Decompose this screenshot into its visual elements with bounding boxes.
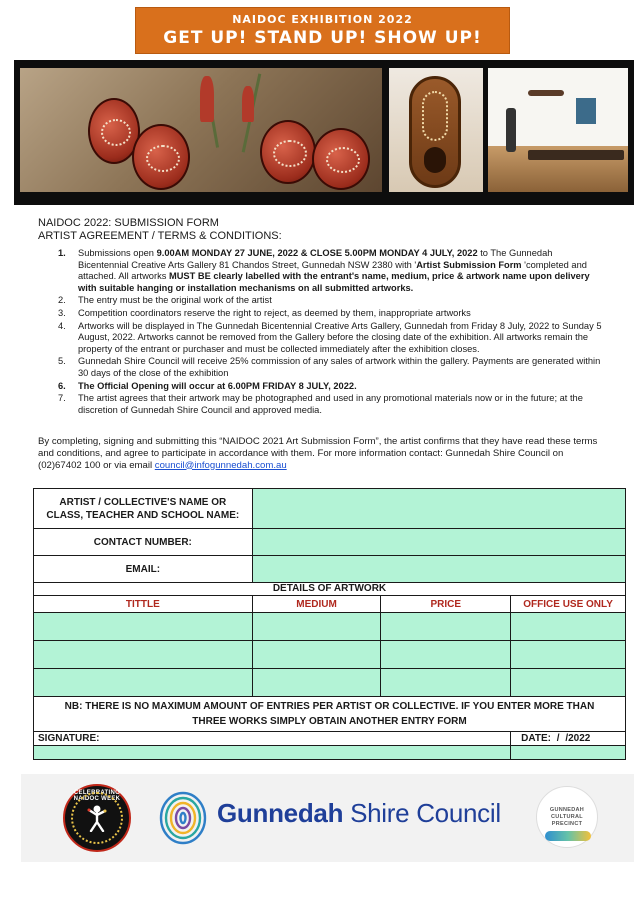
artwork-price-field[interactable] xyxy=(381,669,511,697)
naidoc-week-logo xyxy=(63,784,131,852)
artwork-price-field[interactable] xyxy=(381,613,511,641)
entries-note-line1: NB: THERE IS NO MAXIMUM AMOUNT OF ENTRIES PER ARTIST OR COLLECTIVE. IF YOU ENTER MORE THAN xyxy=(64,701,595,712)
contact-number-label: CONTACT NUMBER: xyxy=(34,529,253,556)
council-name-rest: Shire Council xyxy=(343,798,501,828)
banner-subtitle: NAIDOC EXHIBITION 2022 xyxy=(232,13,413,26)
office-use-field xyxy=(511,641,626,669)
artist-name-field[interactable] xyxy=(252,489,625,529)
floor-artwork-row xyxy=(528,150,624,160)
term-number: 3. xyxy=(58,307,66,318)
precinct-line2: CULTURAL xyxy=(551,814,583,820)
term-text: Submissions open xyxy=(78,248,157,258)
column-header-title: TITTLE xyxy=(34,596,253,613)
term-item xyxy=(58,393,603,416)
visitor-figure xyxy=(506,108,516,152)
form-heading xyxy=(38,217,282,243)
term-text: Artworks will be displayed in The Gunnedah Bicentennial Creative Arts Gallery, Gunnedah from Friday 8 July, 2022 to Sunday 5 August, 2022. Artworks cannot be removed from the Gallery before the closing date of the exhibition. All artworks remain the property of the entrant or purchaser and must be collected immediately after the exhibition closes. xyxy=(78,320,602,354)
bottlebrush-flower xyxy=(200,76,214,122)
artist-name-label xyxy=(34,489,253,529)
naidoc-logo-text: CELEBRATING NAIDOC WEEK xyxy=(73,790,121,802)
term-text: 'completed and attached. All artworks xyxy=(78,259,587,282)
terms-list xyxy=(58,248,603,417)
term-text: Gunnedah Shire Council will receive 25% commission of any sales of artwork within the gallery. Payments are generated within 30 days of the close of the exhibition xyxy=(78,356,601,378)
closing-paragraph xyxy=(38,436,598,471)
artwork-title-field[interactable] xyxy=(34,613,253,641)
banner-title: GET UP! STAND UP! SHOW UP! xyxy=(163,28,482,48)
term-text: The artist agrees that their artwork may be photographed and used in any promotional materials now or in the future; at the discretion of Gunnedah Shire Council and approved media. xyxy=(78,393,583,415)
signature-label: SIGNATURE: xyxy=(34,732,511,746)
form-title: NAIDOC 2022: SUBMISSION FORM xyxy=(38,217,219,229)
office-use-field xyxy=(511,613,626,641)
term-item xyxy=(58,308,603,320)
fingerprint-icon xyxy=(158,790,208,846)
painted-egg xyxy=(312,128,370,190)
painted-egg xyxy=(132,124,190,190)
painted-egg xyxy=(260,120,316,184)
dot-pattern xyxy=(422,91,448,141)
carving-hole xyxy=(424,147,446,173)
artwork-title-field[interactable] xyxy=(34,669,253,697)
term-number: 1. xyxy=(58,248,66,258)
precinct-line3: PRECINCT xyxy=(551,821,583,827)
term-item xyxy=(58,321,603,356)
term-number: 2. xyxy=(58,295,66,306)
signature-field[interactable] xyxy=(34,746,511,760)
wall-artwork xyxy=(528,90,564,96)
email-label: EMAIL: xyxy=(34,556,253,583)
artwork-price-field[interactable] xyxy=(381,641,511,669)
date-label: DATE: / /2022 xyxy=(511,732,626,746)
term-number: 4. xyxy=(58,320,66,331)
artwork-medium-field[interactable] xyxy=(252,641,381,669)
column-header-office-use: OFFICE USE ONLY xyxy=(511,596,626,613)
artwork-title-field[interactable] xyxy=(34,641,253,669)
term-dates: 9.00AM MONDAY 27 JUNE, 2022 & CLOSE 5.00PM MONDAY 4 JULY, 2022 xyxy=(156,248,478,258)
artwork-medium-field[interactable] xyxy=(252,613,381,641)
term-text: Competition coordinators reserve the right to reject, as deemed by them, inappropriate artworks xyxy=(78,307,471,318)
photo-strip xyxy=(14,60,634,205)
dancer-figure-icon xyxy=(85,804,109,832)
term-form-name: Artist Submission Form xyxy=(416,259,522,270)
submission-form-table xyxy=(33,488,626,760)
painted-emu-eggs-photo xyxy=(20,68,382,192)
artist-name-label-line2: CLASS, TEACHER AND SCHOOL NAME: xyxy=(46,509,240,521)
entries-note xyxy=(34,697,626,732)
artwork-medium-field[interactable] xyxy=(252,669,381,697)
closing-text: By completing, signing and submitting this “NAIDOC 2021 Art Submission Form”, the artist confirms that they have read these terms and conditions, and agree to participate in accordance with them. For more information contact: Gunnedah Shire Council on (02)67402 100 or via email xyxy=(38,436,598,471)
contact-number-field[interactable] xyxy=(252,529,625,556)
term-label-requirement: MUST BE clearly labelled with the entrant's name, medium, price & artwork name upon delivery with suitable hanging or installation mechanisms on all submitted artworks. xyxy=(78,271,590,293)
term-number: 7. xyxy=(58,393,66,404)
term-number: 5. xyxy=(58,356,66,367)
footer-logos xyxy=(21,774,634,862)
date-field[interactable] xyxy=(511,746,626,760)
cultural-precinct-logo xyxy=(536,786,598,848)
term-text: The entry must be the original work of the artist xyxy=(78,295,272,306)
column-header-price: PRICE xyxy=(381,596,511,613)
term-number: 6. xyxy=(58,380,66,391)
term-item xyxy=(58,295,603,307)
exhibition-banner xyxy=(135,7,510,54)
council-name-bold: Gunnedah xyxy=(217,798,344,828)
term-text: The Official Opening will occur at 6.00PM FRIDAY 8 JULY, 2022. xyxy=(78,380,357,391)
column-header-medium: MEDIUM xyxy=(252,596,381,613)
office-use-field xyxy=(511,669,626,697)
carved-wooden-artwork-photo xyxy=(389,68,483,192)
wooden-carving xyxy=(409,76,461,188)
term-item xyxy=(58,248,603,294)
term-text: to The Gunnedah Bicentennial Creative Arts Gallery 81 Chandos Street, Gunnedah NSW 2380 with ' xyxy=(78,248,553,270)
gallery-exhibition-photo xyxy=(488,68,628,192)
wall-artwork xyxy=(576,98,596,124)
bottlebrush-flower xyxy=(242,86,254,122)
precinct-swoosh xyxy=(545,831,591,841)
terms-heading: ARTIST AGREEMENT / TERMS & CONDITIONS: xyxy=(38,230,282,242)
precinct-logo-text xyxy=(537,807,597,828)
contact-email-link[interactable]: council@infogunnedah.com.au xyxy=(154,459,287,471)
term-item xyxy=(58,381,603,393)
precinct-line1: GUNNEDAH xyxy=(549,807,585,813)
entries-note-line2: THREE WORKS SIMPLY OBTAIN ANOTHER ENTRY FORM xyxy=(192,716,467,727)
details-of-artwork-header: DETAILS OF ARTWORK xyxy=(34,583,626,596)
term-item xyxy=(58,356,603,379)
email-field[interactable] xyxy=(252,556,625,583)
council-name xyxy=(217,798,501,829)
artist-name-label-line1: ARTIST / COLLECTIVE'S NAME OR xyxy=(59,496,227,508)
